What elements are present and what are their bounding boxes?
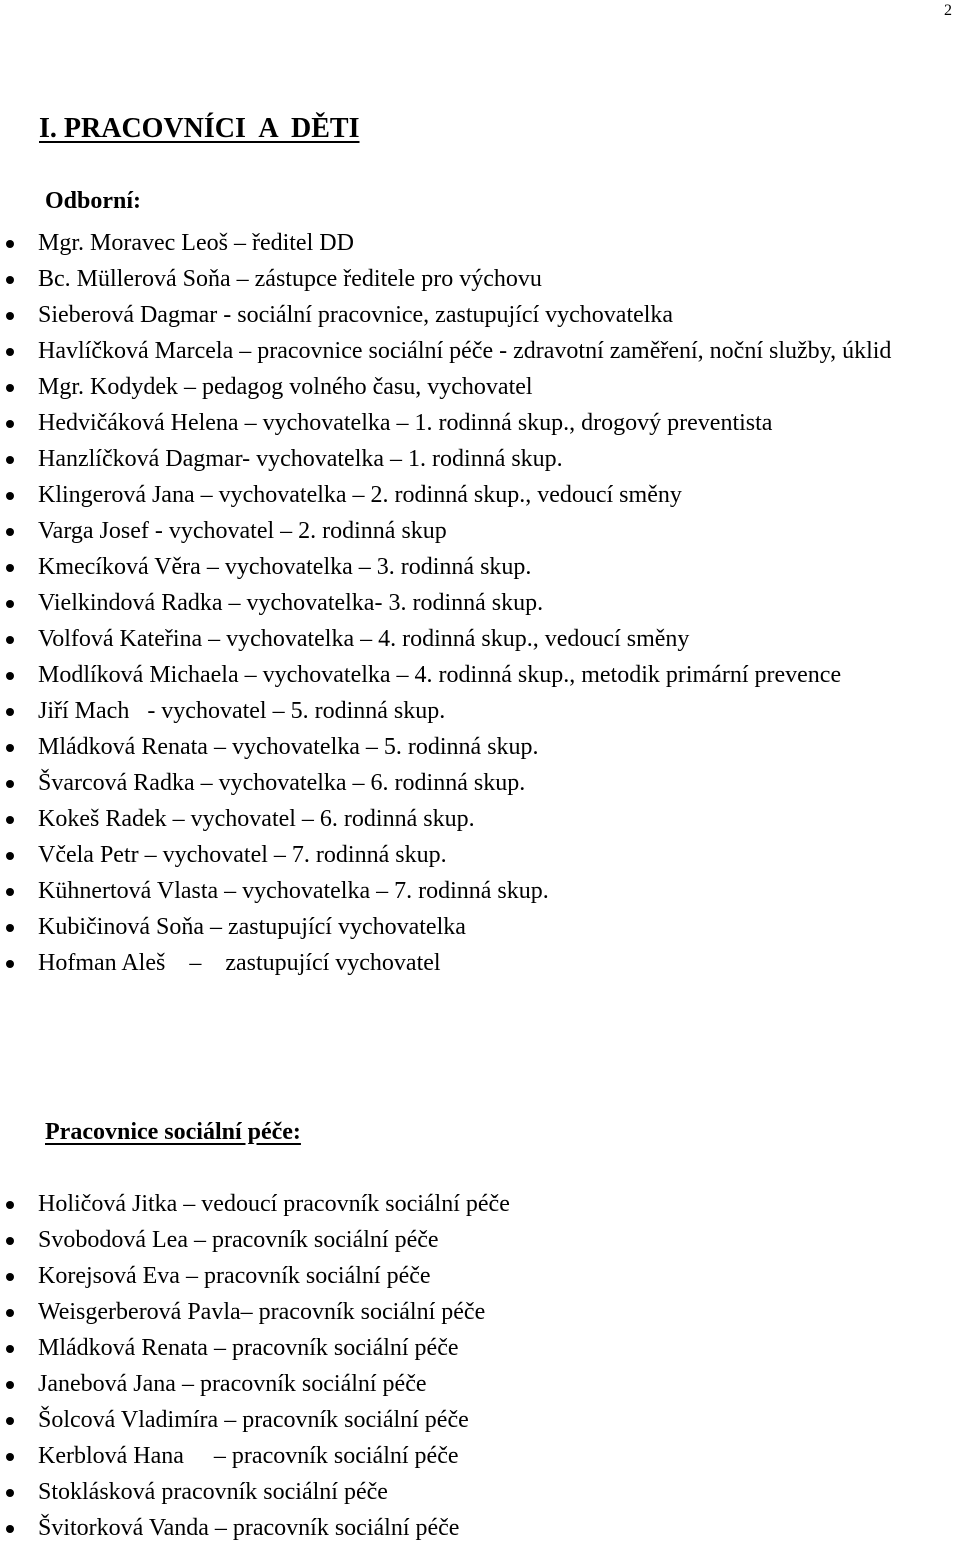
- bullet-icon: [6, 960, 14, 968]
- list-item: [0, 909, 960, 945]
- list-item: [0, 369, 960, 405]
- bullet-icon: [6, 816, 14, 824]
- list-item: [0, 297, 960, 333]
- bullet-icon: [6, 636, 14, 644]
- care-section-label: Pracovnice sociální péče:: [45, 1119, 301, 1145]
- bullet-icon: [6, 456, 14, 464]
- list-item-text: Vielkindová Radka – vychovatelka- 3. rodinná skup.: [38, 590, 544, 616]
- list-item-text: Klingerová Jana – vychovatelka – 2. rodinná skup., vedoucí směny: [38, 482, 682, 508]
- list-item: [0, 837, 960, 873]
- list-item-text: Volfová Kateřina – vychovatelka – 4. rodinná skup., vedoucí směny: [38, 626, 690, 652]
- list-item-text: Varga Josef - vychovatel – 2. rodinná skup: [38, 518, 447, 544]
- list-item-text: Včela Petr – vychovatel – 7. rodinná skup.: [38, 842, 447, 868]
- list-item-text: Kmecíková Věra – vychovatelka – 3. rodinná skup.: [38, 554, 532, 580]
- bullet-icon: [6, 276, 14, 284]
- list-item-text: Kühnertová Vlasta – vychovatelka – 7. rodinná skup.: [38, 878, 549, 904]
- list-item-text: Modlíková Michaela – vychovatelka – 4. rodinná skup., metodik primární prevence: [38, 662, 842, 688]
- bullet-icon: [6, 852, 14, 860]
- bullet-icon: [6, 924, 14, 932]
- list-item-text: Jiří Mach - vychovatel – 5. rodinná skup.: [38, 698, 446, 724]
- bullet-icon: [6, 312, 14, 320]
- list-item: [0, 1258, 960, 1294]
- list-item: [0, 441, 960, 477]
- list-item-text: Svobodová Lea – pracovník sociální péče: [38, 1227, 439, 1253]
- list-item: [0, 1402, 960, 1438]
- bullet-icon: [6, 1453, 14, 1461]
- staff-list: [0, 225, 960, 981]
- list-item: [0, 1222, 960, 1258]
- list-item: [0, 1438, 960, 1474]
- list-item-text: Havlíčková Marcela – pracovnice sociální péče - zdravotní zaměření, noční služby, úklid: [38, 338, 892, 364]
- bullet-icon: [6, 600, 14, 608]
- list-item-text: Mgr. Moravec Leoš – ředitel DD: [38, 230, 354, 256]
- list-item: [0, 1294, 960, 1330]
- bullet-icon: [6, 1201, 14, 1209]
- list-item: [0, 513, 960, 549]
- bullet-icon: [6, 780, 14, 788]
- list-item: [0, 585, 960, 621]
- section-heading: I. PRACOVNÍCI A DĚTI: [39, 113, 360, 144]
- bullet-icon: [6, 1489, 14, 1497]
- list-item: [0, 621, 960, 657]
- bullet-icon: [6, 888, 14, 896]
- list-item: [0, 1474, 960, 1510]
- list-item-text: Janebová Jana – pracovník sociální péče: [38, 1371, 427, 1397]
- list-item: [0, 729, 960, 765]
- list-item: [0, 801, 960, 837]
- list-item-text: Hedvičáková Helena – vychovatelka – 1. rodinná skup., drogový preventista: [38, 410, 773, 436]
- bullet-icon: [6, 240, 14, 248]
- list-item: [0, 657, 960, 693]
- list-item-text: Švarcová Radka – vychovatelka – 6. rodinná skup.: [38, 770, 526, 796]
- list-item: [0, 333, 960, 369]
- list-item-text: Kokeš Radek – vychovatel – 6. rodinná skup.: [38, 806, 475, 832]
- list-item-text: Hofman Aleš – zastupující vychovatel: [38, 950, 441, 976]
- list-item-text: Weisgerberová Pavla– pracovník sociální péče: [38, 1299, 486, 1325]
- bullet-icon: [6, 1237, 14, 1245]
- list-item-text: Švitorková Vanda – pracovník sociální péče: [38, 1515, 460, 1541]
- list-item: [0, 873, 960, 909]
- list-item-text: Sieberová Dagmar - sociální pracovnice, zastupující vychovatelka: [38, 302, 674, 328]
- bullet-icon: [6, 1417, 14, 1425]
- bullet-icon: [6, 528, 14, 536]
- bullet-icon: [6, 744, 14, 752]
- list-item: [0, 225, 960, 261]
- list-item: [0, 261, 960, 297]
- list-item: [0, 1186, 960, 1222]
- list-item-text: Mládková Renata – vychovatelka – 5. rodinná skup.: [38, 734, 539, 760]
- list-item-text: Stoklásková pracovník sociální péče: [38, 1479, 388, 1505]
- list-item: [0, 765, 960, 801]
- bullet-icon: [6, 420, 14, 428]
- list-item: [0, 1366, 960, 1402]
- bullet-icon: [6, 1273, 14, 1281]
- list-item: [0, 405, 960, 441]
- list-item: [0, 1510, 960, 1546]
- list-item: [0, 477, 960, 513]
- bullet-icon: [6, 564, 14, 572]
- list-item-text: Hanzlíčková Dagmar- vychovatelka – 1. rodinná skup.: [38, 446, 563, 472]
- list-item-text: Holičová Jitka – vedoucí pracovník sociální péče: [38, 1191, 510, 1217]
- bullet-icon: [6, 708, 14, 716]
- bullet-icon: [6, 492, 14, 500]
- bullet-icon: [6, 1381, 14, 1389]
- list-item: [0, 945, 960, 981]
- staff-section-label: Odborní:: [45, 188, 142, 214]
- list-item-text: Korejsová Eva – pracovník sociální péče: [38, 1263, 431, 1289]
- bullet-icon: [6, 348, 14, 356]
- list-item-text: Mgr. Kodydek – pedagog volného času, vychovatel: [38, 374, 533, 400]
- bullet-icon: [6, 1525, 14, 1533]
- bullet-icon: [6, 672, 14, 680]
- care-staff-list: [0, 1186, 960, 1546]
- list-item-text: Šolcová Vladimíra – pracovník sociální péče: [38, 1407, 469, 1433]
- list-item: [0, 693, 960, 729]
- list-item-text: Mládková Renata – pracovník sociální péče: [38, 1335, 459, 1361]
- bullet-icon: [6, 1345, 14, 1353]
- page-number: 2: [944, 2, 952, 19]
- bullet-icon: [6, 384, 14, 392]
- list-item-text: Kubičinová Soňa – zastupující vychovatelka: [38, 914, 466, 940]
- list-item-text: Bc. Müllerová Soňa – zástupce ředitele pro výchovu: [38, 266, 542, 292]
- bullet-icon: [6, 1309, 14, 1317]
- list-item: [0, 1330, 960, 1366]
- list-item-text: Kerblová Hana – pracovník sociální péče: [38, 1443, 459, 1469]
- list-item: [0, 549, 960, 585]
